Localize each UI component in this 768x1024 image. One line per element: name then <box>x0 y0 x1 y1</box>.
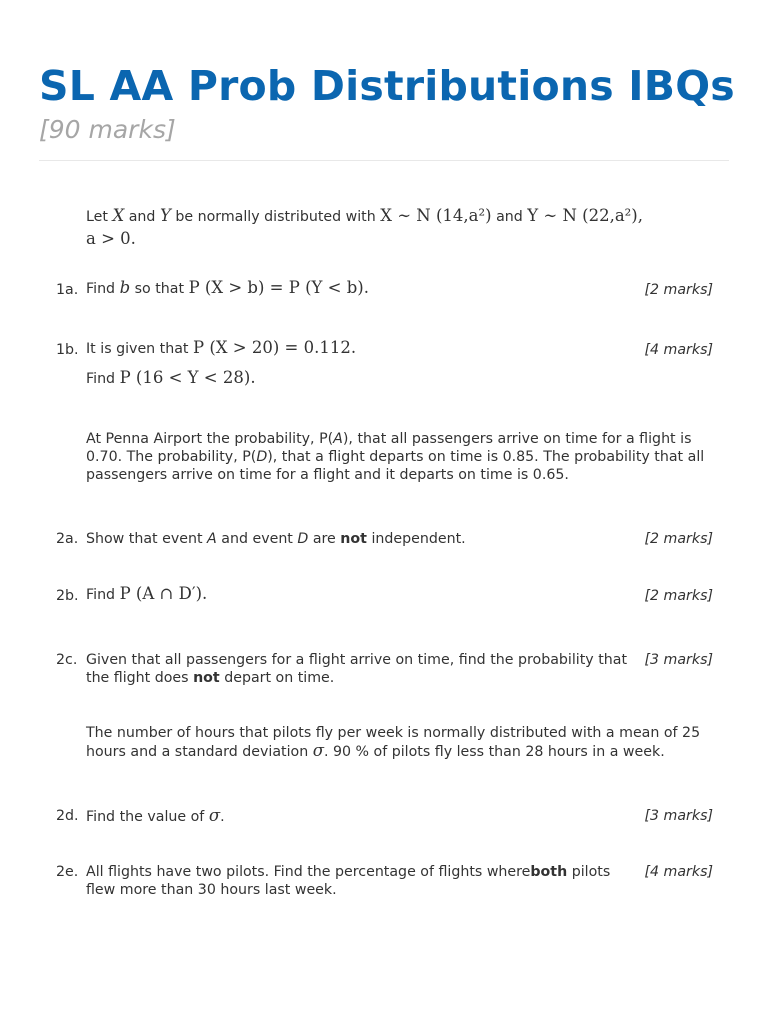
marks-2a: [2 marks] <box>644 531 713 547</box>
question-number-2a: 2a. <box>56 531 79 547</box>
distribution-x-math: X ∼ N (14,a²) <box>380 206 492 225</box>
total-marks: [90 marks] <box>39 115 176 144</box>
marks-1b: [4 marks] <box>644 342 713 358</box>
condition-math: a > 0. <box>86 229 136 248</box>
question-number-2d: 2d. <box>56 808 79 824</box>
marks-2d: [3 marks] <box>644 808 713 824</box>
question-text-1b: It is given that P (X > 20) = 0.112. Find P (16 < Y < 28). <box>86 338 357 387</box>
stem-1-line-1: Let X and Y be normally distributed with X ∼ N (14,a²) and Y ∼ N (22,a²), <box>86 206 643 225</box>
question-text-2c: Given that all passengers for a flight arrive on time, find the probability that the flight does not depart on time. <box>86 652 628 686</box>
question-stem-3: The number of hours that pilots fly per week is normally distributed with a mean of 25 hours and a standard deviation σ. 90 % of pilots fly less than 28 hours in a week. <box>86 725 701 760</box>
marks-2b: [2 marks] <box>644 588 713 604</box>
question-text-2b: Find P (A ∩ D′). <box>86 584 208 603</box>
page-title: SL AA Prob Distributions IBQs <box>39 62 735 110</box>
question-number-1b: 1b. <box>56 342 79 358</box>
question-number-1a: 1a. <box>56 282 79 298</box>
question-stem-2: At Penna Airport the probability, P(A), that all passengers arrive on time for a flight is 0.70. The probability, P(D), that a flight departs on time is 0.85. The probability that all passengers arrive on time for a flight and it departs on time is 0.65. <box>86 431 705 483</box>
header-divider <box>39 160 729 161</box>
question-text-1a: Find b so that P (X > b) = P (Y < b). <box>86 278 369 297</box>
question-number-2b: 2b. <box>56 588 79 604</box>
question-stem-1 <box>86 207 706 248</box>
marks-2c: [3 marks] <box>644 652 713 668</box>
marks-1a: [2 marks] <box>644 282 713 298</box>
distribution-y-math: Y ∼ N (22,a²), <box>527 206 643 225</box>
question-number-2e: 2e. <box>56 864 79 880</box>
question-number-2c: 2c. <box>56 652 78 668</box>
question-text-2a: Show that event A and event D are not independent. <box>86 531 466 547</box>
question-2b-math: P (A ∩ D′). <box>119 584 208 603</box>
question-1a-math: P (X > b) = P (Y < b). <box>188 278 369 297</box>
question-text-2d: Find the value of σ. <box>86 806 225 825</box>
question-1b-math-2: P (16 < Y < 28). <box>119 368 256 387</box>
question-text-2e: All flights have two pilots. Find the percentage of flights whereboth pilots flew more than 30 hours last week. <box>86 864 611 898</box>
marks-2e: [4 marks] <box>644 864 713 880</box>
question-1b-math-1: P (X > 20) = 0.112. <box>193 338 357 357</box>
